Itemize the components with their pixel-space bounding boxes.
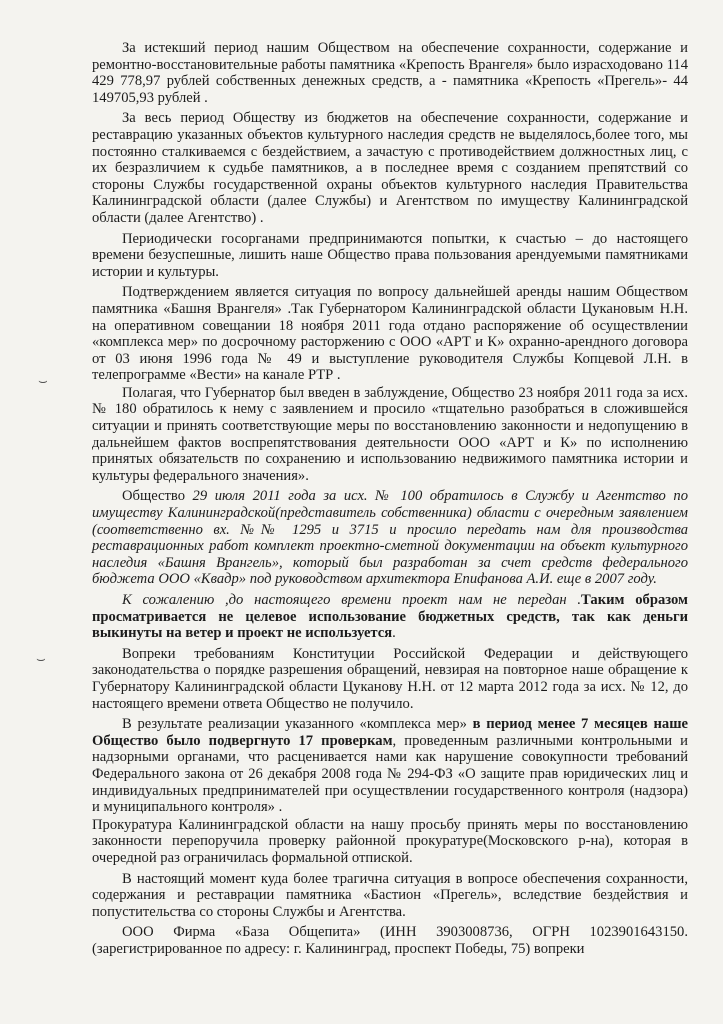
text-run: Полагая, что Губернатор был введен в заблуждение, Общество 23 ноября 2011 года за исх. № 180 обратилось к нему с заявлением и просило «тщательно разобраться в сложившейся ситуации и принять соответствующие меры по восстановлению законности и недопущению в дальнейшем фактов воспрепятствования деятельности ООО «АРТ и К» по исполнению принятых обязательств по сохранению и использованию недвижимого памятника истории и культуры федерального значения». — [92, 384, 688, 484]
paragraph — [92, 488, 688, 588]
text-run: В результате реализации указанного «комплекса мер» — [122, 716, 473, 733]
paragraph — [92, 924, 688, 957]
text-run: в период менее 7 месяцев наше Общество было подвергнуто 17 проверкам — [92, 716, 688, 749]
text-run: К сожалению ,до настоящего времени проект нам не передан . — [122, 592, 582, 608]
text-run: Вопреки требованиям Конституции Российской Федерации и действующего законодательства о порядке разрешения обращений, невзирая на повторное наше обращение к Губернатору Калининградской области Цуканову Н.Н. от 12 марта 2012 года за исх. № 12, до настоящего времени ответа Общество не получило. — [92, 645, 688, 712]
paragraph — [92, 385, 688, 485]
paragraph — [92, 231, 688, 281]
text-run: Общество — [122, 488, 193, 505]
paragraph — [92, 716, 688, 816]
paragraph — [92, 817, 688, 867]
paragraph — [92, 592, 688, 642]
text-run: За весь период Обществу из бюджетов на обеспечение сохранности, содержание и реставрацию указанных объектов культурного наследия средств не выделялось,более того, мы постоянно сталкиваемся с бездействием, а зачастую с противодействием должностных лиц, с их безразличием к судьбе памятников, а в последнее время с созданием препятствий со стороны Службы государственной охраны объектов культурного наследия Правительства Калининградской области (далее Службы) и Агентством по имуществу Калининградской области (далее Агентство) . — [92, 110, 688, 226]
text-run: ООО Фирма «База Общепита» (ИНН 3903008736, ОГРН 1023901643150. (зарегистрированное по адресу: г. Калининград, проспект Победы, 75) вопреки — [92, 924, 688, 957]
paragraph — [92, 646, 688, 712]
text-run: , проведенным различными контрольными и надзорными органами, что расценивается нами как нарушение совокупности требований Федерального закона от 26 декабря 2008 года № 294-ФЗ «О защите прав юридических лиц и индивидуальных предпринимателей при осуществлении государственного контроля (надзора) и муниципального контроля» . — [92, 732, 688, 816]
paragraph — [92, 40, 688, 106]
text-run: Периодически госорганами предпринимаются попытки, к счастью – до настоящего времени безуспешные, лишить наше Общество права пользования арендуемыми памятниками истории и культуры. — [92, 230, 688, 280]
paragraph — [92, 871, 688, 921]
text-run: В настоящий момент куда более трагична ситуация в вопросе обеспечения сохранности, содержания и реставрации памятника «Бастион «Прегель», вследствие бездействия и попустительства со стороны Службы и Агентства. — [92, 870, 688, 920]
text-run: Таким образом просматривается не целевое использование бюджетных средств, так как деньги выкинуты на ветер и проект не используется — [92, 592, 688, 642]
text-run: 29 июля 2011 года за исх. № 100 обратилось в Службу и Агентство по имуществу Калининградской(представитель собственника) области с очередным заявлением (соответственно вх. №№ 1295 и 3715 и просило передать нам для производства реставрационных работ комплект проектно-сметной документации на объект культурного наследия «Башня Врангель», который был разработан за счет средств федерального бюджета ООО «Квадр» под руководством архитектора Епифанова А.И. еще в 2007 году. — [92, 488, 688, 588]
text-run: За истекший период нашим Обществом на обеспечение сохранности, содержание и ремонтно-восстановительные работы памятника «Крепость Врангеля» было израсходовано 114 429 778,97 рублей собственных денежных средств, а - памятника «Крепость «Прегель»- 44 149705,93 рублей . — [92, 40, 688, 106]
margin-scribble: ⌣ — [38, 372, 48, 390]
paragraph — [92, 284, 688, 384]
text-run: . — [392, 625, 396, 642]
margin-scribble: ⌣ — [36, 650, 46, 668]
document-body — [92, 40, 688, 961]
text-run: Прокуратура Калининградской области на нашу просьбу принять меры по восстановлению законности перепоручила проверку районной прокуратуре(Московского р-на), которая в очередной раз ограничилась формальной отпиской. — [92, 816, 688, 866]
paragraph — [92, 110, 688, 226]
text-run: Подтверждением является ситуация по вопросу дальнейшей аренды нашим Обществом памятника «Башня Врангеля» .Так Губернатором Калининградской области Цукановым Н.Н. на оперативном совещании 18 ноября 2011 года отдано распоряжение об осуществлении «комплекса мер» по досрочному расторжению с ООО «АРТ и К» охранно-арендного договора от 03 июня 1996 года № 49 и выступление руководителя Службы Копцевой Л.Н. в телепрограмме «Вести» на канале РТР . — [92, 284, 688, 384]
